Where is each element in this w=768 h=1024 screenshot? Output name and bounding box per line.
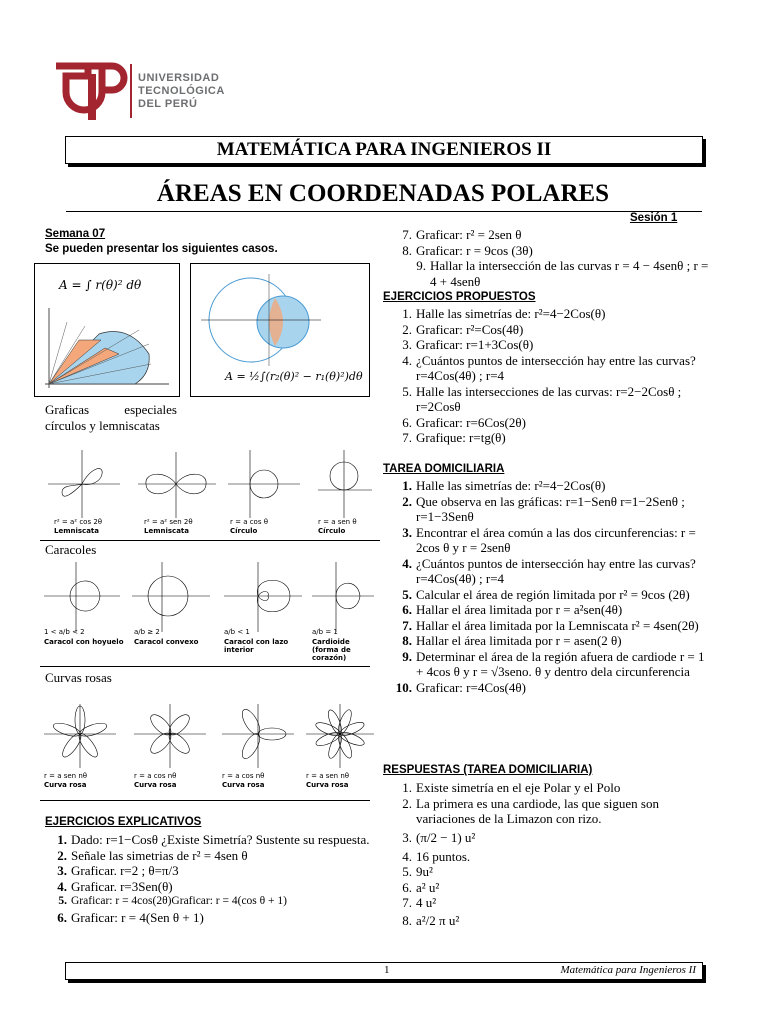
propuestos-header: EJERCICIOS PROPUESTOS: [383, 291, 536, 303]
caption-caracol-4: a/b = 1: [312, 628, 338, 636]
intro-text: Se pueden presentar los siguientes casos.: [45, 243, 278, 255]
name-rosa-1: Curva rosa: [44, 781, 87, 789]
propuesto-item: 5. Halle las intersecciones de las curvas: r=2−2Cosθ ; r=2Cosθ: [402, 383, 682, 414]
propuesto-item: 4. ¿Cuántos puntos de intersección hay entre las curvas? r=4Cos(4θ) ; r=4: [402, 352, 696, 383]
rule-caracoles: [40, 666, 370, 667]
respuesta-item: 1. Existe simetría en el eje Polar y el Polo: [402, 780, 621, 795]
figure-area-between-curves: [190, 263, 370, 397]
propuesto-item: 7. Grafique: r=tg(θ): [402, 430, 506, 445]
explicativo-item: 7. Graficar: r² = 2sen θ: [402, 227, 522, 242]
caracoles-svg: [40, 560, 376, 636]
name-caracol-3: Caracol con lazo interior: [224, 638, 289, 654]
footer-course: Matemática para Ingenieros II: [560, 964, 696, 976]
formula-between: A = ½∫(r₂(θ)² − r₁(θ)²)dθ: [225, 370, 363, 383]
session-label: Sesión 1: [630, 212, 678, 224]
name-caracol-4: Cardioide (forma de corazón): [312, 638, 351, 662]
rosas-label: Curvas rosas: [45, 670, 112, 685]
formula-single: A = ∫ r(θ)² dθ: [59, 278, 142, 292]
propuesto-item: 2. Graficar: r²=Cos(4θ): [402, 321, 524, 337]
explicativos-list: [25, 832, 370, 925]
propuestos-list: [370, 306, 715, 446]
week-label: Semana 07: [45, 228, 106, 240]
rosas-svg: [40, 700, 376, 774]
tarea-item: 1. Halle las simetrías de: r²=4−2Cos(θ): [402, 478, 606, 493]
name-rosa-3: Curva rosa: [222, 781, 265, 789]
respuesta-item: 5. 9u²: [402, 864, 433, 879]
special-graphs-row: [40, 446, 376, 538]
rule-rosas: [40, 800, 370, 801]
explicativo-item: 6. Graficar: r = 4(Sen θ + 1): [57, 909, 204, 925]
caracoles-row: [40, 560, 376, 664]
name-lemniscata-1: Lemniscata: [54, 527, 99, 535]
explicativo-item: 1. Dado: r=1−Cosθ ¿Existe Simetría? Sustente su respuesta.: [57, 832, 370, 847]
respuesta-item: 6. a² u²: [402, 879, 440, 895]
name-circle-1: Círculo: [230, 527, 258, 535]
caption-circle-cos: r = a cos θ: [230, 518, 268, 526]
tarea-item: 9. Determinar el área de la región afuera de cardiode r = 1 + 4cos θ y r = √3seno. θ y dentro dela circunferencia: [402, 648, 705, 679]
caption-lemniscata-1: r² = a² cos 2θ: [54, 518, 103, 526]
logo-text: UNIVERSIDAD TECNOLÓGICA DEL PERÚ: [138, 72, 225, 110]
doc-title: ÁREAS EN COORDENADAS POLARES: [156, 180, 610, 207]
explicativo-item: 8. Graficar: r = 9cos (3θ): [402, 242, 533, 258]
respuesta-item: 3. (π/2 − 1) u²: [402, 829, 476, 845]
course-title: MATEMÁTICA PARA INGENIEROS II: [65, 136, 703, 164]
tarea-header: TAREA DOMICILIARIA: [383, 463, 505, 475]
caracoles-label: Caracoles: [45, 542, 97, 557]
explicativo-item: 2. Señale las simetrias de r² = 4sen θ: [57, 847, 248, 863]
page-number: 1: [384, 964, 390, 976]
respuesta-item: 7. 4 u²: [402, 895, 437, 910]
explicativos-cont-list: [370, 227, 715, 289]
caption-rosa-3: r = a cos nθ: [222, 772, 265, 780]
respuesta-item: 4. 16 puntos.: [402, 848, 471, 864]
caption-rosa-4: r = a sen nθ: [306, 772, 350, 780]
rosas-row: [40, 700, 376, 798]
caption-caracol-2: a/b ≥ 2: [134, 628, 160, 636]
tarea-item: 10. Graficar: r=4Cos(4θ): [395, 679, 526, 695]
propuesto-item: 3. Graficar: r=1+3Cos(θ): [402, 337, 534, 352]
name-circle-2: Círculo: [318, 527, 346, 535]
title-rule: [66, 211, 702, 212]
respuestas-header: RESPUESTAS (TAREA DOMICILIARIA): [383, 764, 593, 776]
tarea-item: 5. Calcular el área de región limitada por r² = 9cos (2θ): [402, 586, 690, 602]
tarea-item: 4. ¿Cuántos puntos de intersección hay entre las curvas? r=4Cos(4θ) ; r=4: [402, 555, 696, 586]
utp-logo-mark: [52, 62, 132, 122]
two-circle-diagram: [199, 270, 323, 370]
page-footer: [65, 962, 703, 980]
tarea-item: 2. Que observa en las gráficas: r=1−Senθ r=1−2Senθ ; r=1−3Senθ: [402, 493, 685, 524]
respuestas-list: [370, 780, 715, 931]
rule-special: [40, 540, 380, 541]
explicativo-item: 9. Hallar la intersección de las curvas r = 4 − 4senθ ; r = 4 + 4senθ: [416, 258, 709, 289]
caption-rosa-1: r = a sen nθ: [44, 772, 88, 780]
name-caracol-1: Caracol con hoyuelo: [44, 638, 124, 646]
name-rosa-2: Curva rosa: [134, 781, 177, 789]
figure-area-formula: [34, 263, 180, 397]
name-lemniscata-2: Lemniscata: [144, 527, 189, 535]
explicativo-item: 4. Graficar. r=3Sen(θ): [57, 878, 173, 894]
special-graphs-label: Graficas especiales círculos y lemniscatas: [45, 402, 177, 433]
propuesto-item: 1. Halle las simetrías de: r²=4−2Cos(θ): [402, 306, 606, 321]
tarea-item: 8. Hallar el área limitada por r = asen(2 θ): [402, 633, 622, 648]
polar-sector-diagram: [39, 304, 175, 392]
propuesto-item: 6. Graficar: r=6Cos(2θ): [402, 414, 526, 430]
respuesta-item: 8. a²/2 π u²: [402, 912, 460, 928]
caption-lemniscata-2: r² = a² sen 2θ: [144, 518, 193, 526]
tarea-item: 7. Hallar el área limitada por la Lemniscata r² = 4sen(2θ): [402, 617, 699, 633]
tarea-item: 6. Hallar el área limitada por r = a²sen(4θ): [402, 602, 623, 617]
name-caracol-2: Caracol convexo: [134, 638, 199, 646]
tarea-item: 3. Encontrar el área común a las dos circunferencias: r = 2cos θ y r = 2senθ: [402, 524, 696, 555]
explicativos-header: EJERCICIOS EXPLICATIVOS: [45, 816, 202, 828]
respuesta-item: 2. La primera es una cardiode, las que siguen son variaciones de la Limazon con rizo.: [402, 795, 659, 826]
utp-logo: [52, 62, 252, 124]
name-rosa-4: Curva rosa: [306, 781, 349, 789]
logo-divider: [130, 64, 132, 118]
caption-rosa-2: r = a cos nθ: [134, 772, 177, 780]
explicativo-item: 5. Graficar: r = 4cos(2θ)Graficar: r = 4(cos θ + 1): [58, 895, 287, 907]
caption-caracol-1: 1 < a/b < 2: [44, 628, 85, 636]
caption-circle-sin: r = a sen θ: [318, 518, 357, 526]
explicativo-item: 3. Graficar. r=2 ; θ=π/3: [57, 863, 179, 878]
caption-caracol-3: a/b < 1: [224, 628, 250, 636]
tarea-list: [370, 478, 715, 695]
